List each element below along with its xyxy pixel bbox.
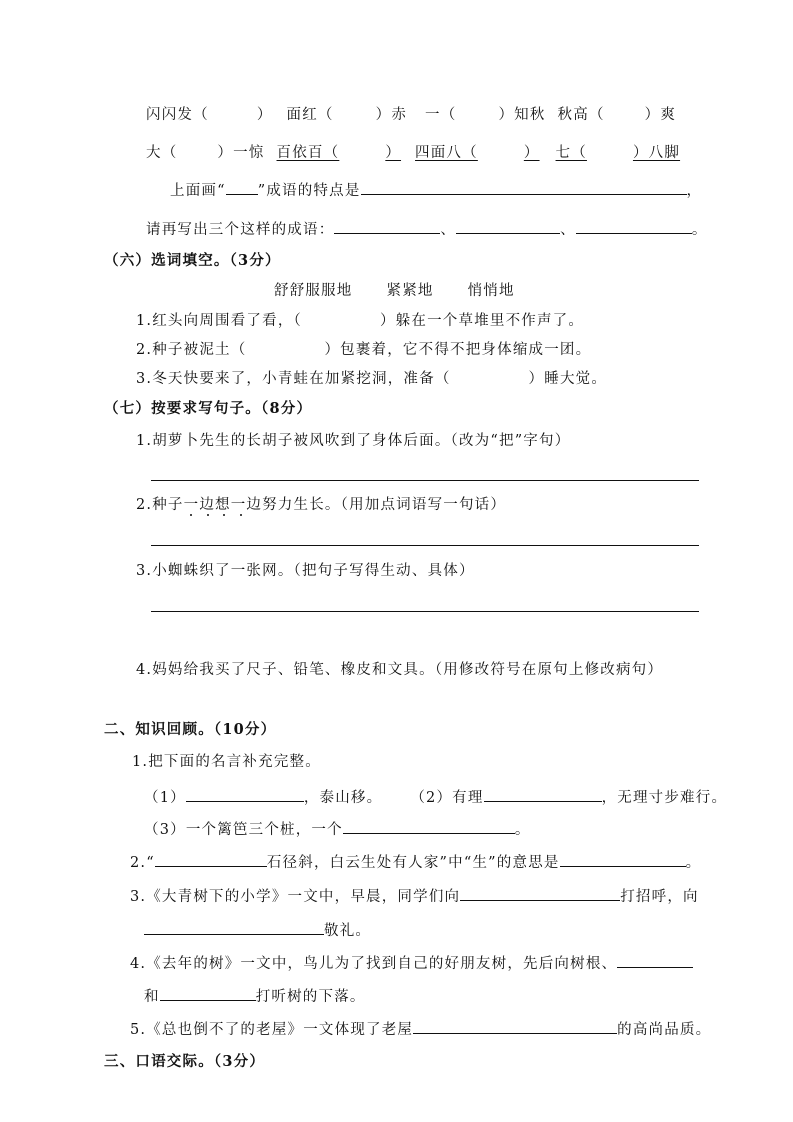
answer-blank[interactable] <box>226 180 258 195</box>
underlined-idiom: 百依百（ ） <box>276 145 402 161</box>
underlined-idiom: 七（ ）八脚 <box>555 145 681 161</box>
part2-q4: 4.《去年的树》一文中，鸟儿为了找到自己的好朋友树，先后向树根、 <box>130 953 693 974</box>
feature-text: 上面画“ <box>170 183 226 199</box>
answer-blank[interactable] <box>160 986 256 1001</box>
answer-blank[interactable] <box>617 953 693 968</box>
idiom-feature-line <box>170 180 702 201</box>
answer-blank[interactable] <box>560 852 686 867</box>
idiom-text: 秋高（ <box>557 107 605 123</box>
section6-q1: 1.红头向周围看了看，（ ）躲在一个草堆里不作声了。 <box>136 313 585 329</box>
answer-blank[interactable] <box>576 219 692 234</box>
emphasis-dot <box>207 514 209 516</box>
section7-q2: 2.种子一边想一边努力生长。（用加点词语写一句话） <box>136 497 507 513</box>
answer-blank[interactable] <box>413 1019 617 1034</box>
part2-q3: 3.《大青树下的小学》一文中，早晨，同学们向 打招呼，向 <box>130 886 699 907</box>
part3-heading: 三、口语交际。（3分） <box>104 1053 266 1070</box>
part2-q1: 1.把下面的名言补充完整。 <box>132 754 321 770</box>
idiom-text: ）一惊 <box>217 145 265 161</box>
section6-heading: （六）选词填空。（3分） <box>104 252 281 269</box>
answer-blank[interactable] <box>186 787 304 802</box>
answer-blank[interactable] <box>460 886 620 901</box>
section7-q4: 4.妈妈给我买了尺子、铅笔、橡皮和文具。（用修改符号在原句上修改病句） <box>136 662 664 678</box>
more-label: 请再写出三个这样的成语： <box>146 222 335 238</box>
idiom-text: 闪闪发（ <box>146 107 209 123</box>
idiom-text: ）赤 <box>375 107 408 123</box>
part2-q4-cont: 和 打听树的下落。 <box>144 986 366 1007</box>
word-options <box>274 281 515 301</box>
answer-line[interactable] <box>151 480 699 481</box>
answer-blank[interactable] <box>361 180 687 195</box>
idiom-row-2 <box>146 143 680 163</box>
word-option: 舒舒服服地 <box>274 283 353 299</box>
part2-q1-row2: （3）一个篱笆三个桩，一个 。 <box>144 819 531 840</box>
part2-q3-cont: 敬礼。 <box>144 920 371 941</box>
idiom-text: 一（ <box>425 107 457 123</box>
section6-q3: 3.冬天快要来了，小青蛙在加紧挖洞，准备（ ）睡大觉。 <box>136 371 608 387</box>
underlined-idiom: 四面八（ ） <box>415 145 540 161</box>
idiom-row-1 <box>146 105 676 125</box>
answer-blank[interactable] <box>484 787 602 802</box>
emphasis-dot <box>240 514 242 516</box>
idiom-text: ）爽 <box>644 107 677 123</box>
answer-blank[interactable] <box>343 819 515 834</box>
section7-q1: 1.胡萝卜先生的长胡子被风吹到了身体后面。（改为“把”字句） <box>136 433 571 449</box>
word-option: 悄悄地 <box>467 283 515 299</box>
feature-text: ， <box>686 183 703 199</box>
idiom-text: 面红（ <box>286 107 334 123</box>
idiom-text: ） <box>256 107 273 123</box>
section7-heading: （七）按要求写句子。（8分） <box>104 400 313 417</box>
emphasis-dot <box>190 514 192 516</box>
answer-blank[interactable] <box>144 920 324 935</box>
answer-line[interactable] <box>151 611 699 612</box>
section7-q3: 3.小蜘蛛织了一张网。（把句子写得生动、具体） <box>136 563 475 579</box>
idiom-text: ）知秋 <box>498 107 546 123</box>
section6-q2: 2.种子被泥土（ ）包裹着，它不得不把身体缩成一团。 <box>136 342 592 358</box>
part2-q2: 2.“ 石径斜，白云生处有人家”中“生”的意思是 。 <box>130 852 701 873</box>
part2-heading: 二、知识回顾。（10分） <box>104 721 277 738</box>
word-option: 紧紧地 <box>386 283 434 299</box>
answer-line[interactable] <box>151 545 699 546</box>
feature-text: ”成语的特点是 <box>257 183 361 199</box>
idiom-more-line: 请再写出三个这样的成语： 、 、 。 <box>146 219 708 240</box>
part2-q1-row1: （1） ，泰山移。 （2）有理 ，无理寸步难行。 <box>144 787 727 808</box>
answer-blank[interactable] <box>334 219 440 234</box>
answer-blank[interactable] <box>155 852 267 867</box>
part2-q5: 5.《总也倒不了的老屋》一文体现了老屋 的高尚品质。 <box>130 1019 711 1040</box>
answer-blank[interactable] <box>456 219 560 234</box>
emphasis-dot <box>223 514 225 516</box>
idiom-text: 大（ <box>146 145 178 161</box>
